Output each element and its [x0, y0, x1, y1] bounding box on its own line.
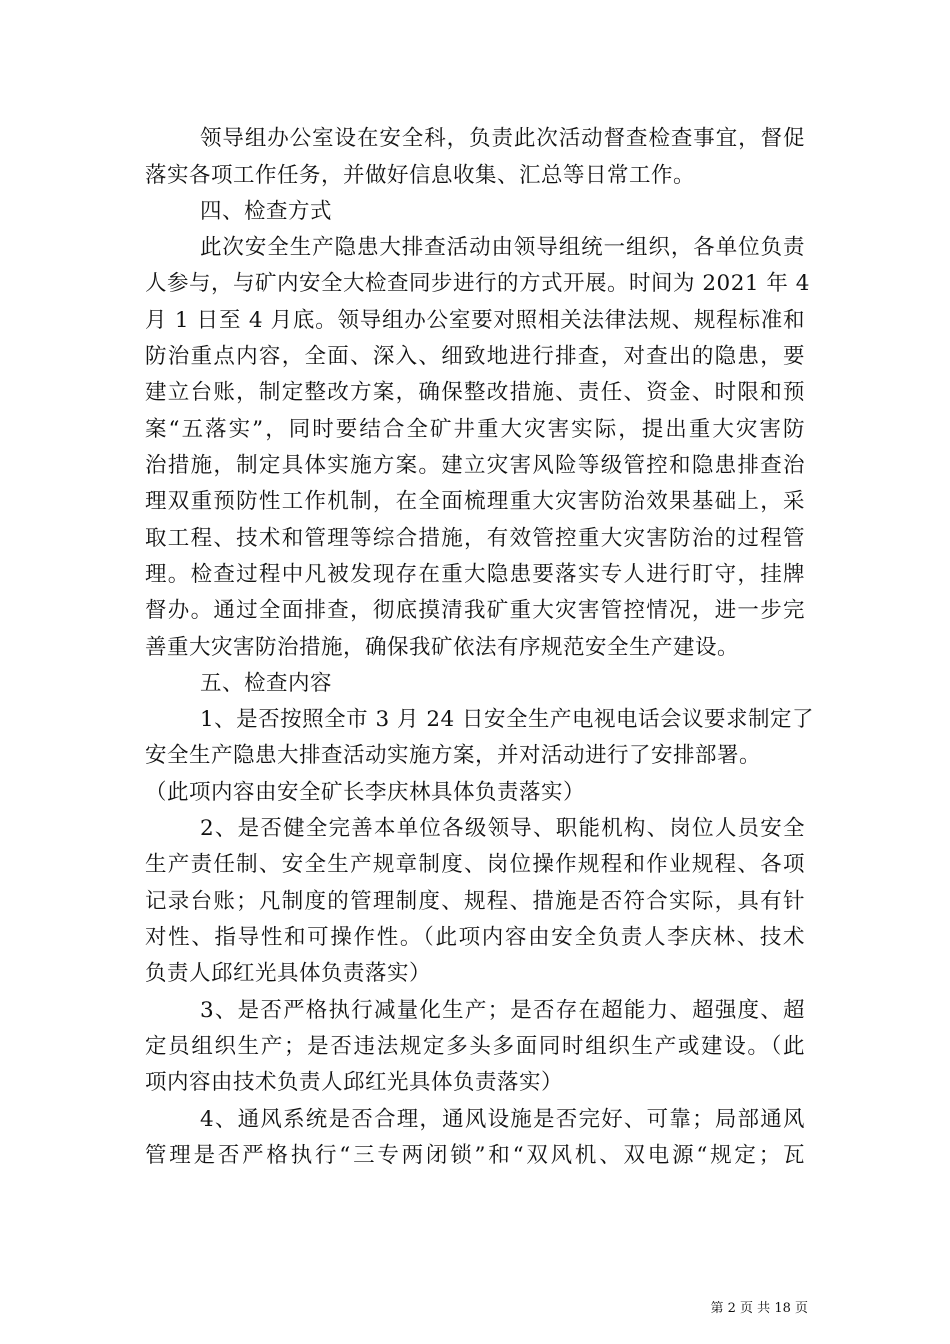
paragraph-line: 月 1 日至 4 月底。领导组办公室要对照相关法律法规、规程标准和	[145, 308, 805, 333]
paragraph-line: 理。检查过程中凡被发现存在重大隐患要落实专人进行盯守，挂牌	[145, 562, 805, 587]
paragraph-line: 1、是否按照全市 3 月 24 日安全生产电视电话会议要求制定了	[200, 707, 815, 732]
paragraph-line: 领导组办公室设在安全科，负责此次活动督查检查事宜，督促	[200, 126, 805, 151]
paragraph-line: 2、是否健全完善本单位各级领导、职能机构、岗位人员安全	[200, 816, 805, 841]
section-heading: 四、检查方式	[200, 199, 333, 224]
paragraph-line: 取工程、技术和管理等综合措施，有效管控重大灾害防治的过程管	[145, 526, 805, 551]
paragraph-line: 管理是否严格执行“三专两闭锁”和“双风机、双电源“规定；瓦	[145, 1143, 805, 1168]
paragraph-line: 对性、指导性和可操作性。（此项内容由安全负责人李庆林、技术	[145, 925, 805, 950]
paragraph-line: 安全生产隐患大排查活动实施方案，并对活动进行了安排部署。	[145, 743, 762, 768]
paragraph-line: 理双重预防性工作机制，在全面梳理重大灾害防治效果基础上，采	[145, 489, 805, 514]
paragraph-line: 治措施，制定具体实施方案。建立灾害风险等级管控和隐患排查治	[145, 453, 805, 478]
paragraph-line: 人参与，与矿内安全大检查同步进行的方式开展。时间为 2021 年 4	[145, 271, 810, 296]
paragraph-line: 负责人邱红光具体负责落实）	[145, 961, 432, 986]
paragraph-line: 4、通风系统是否合理，通风设施是否完好、可靠；局部通风	[200, 1107, 805, 1132]
paragraph-line: 记录台账；凡制度的管理制度、规程、措施是否符合实际，具有针	[145, 889, 805, 914]
paragraph-line: 生产责任制、安全生产规章制度、岗位操作规程和作业规程、各项	[145, 852, 805, 877]
paragraph-line: 建立台账，制定整改方案，确保整改措施、责任、资金、时限和预	[145, 380, 805, 405]
paragraph-line: （此项内容由安全矿长李庆林具体负责落实）	[145, 780, 586, 805]
paragraph-line: 落实各项工作任务，并做好信息收集、汇总等日常工作。	[145, 163, 696, 188]
paragraph-line: 善重大灾害防治措施，确保我矿依法有序规范安全生产建设。	[145, 635, 740, 660]
section-heading: 五、检查内容	[200, 671, 333, 696]
paragraph-line: 3、是否严格执行减量化生产；是否存在超能力、超强度、超	[200, 998, 805, 1023]
paragraph-line: 防治重点内容，全面、深入、细致地进行排查，对查出的隐患，要	[145, 344, 805, 369]
page-number: 第 2 页 共 18 页	[710, 1301, 808, 1316]
paragraph-line: 督办。通过全面排查，彻底摸清我矿重大灾害管控情况，进一步完	[145, 598, 805, 623]
paragraph-line: 案“五落实”，同时要结合全矿井重大灾害实际，提出重大灾害防	[145, 417, 805, 442]
paragraph-line: 定员组织生产；是否违法规定多头多面同时组织生产或建设。（此	[145, 1034, 805, 1059]
paragraph-line: 项内容由技术负责人邱红光具体负责落实）	[145, 1070, 564, 1095]
paragraph-line: 此次安全生产隐患大排查活动由领导组统一组织，各单位负责	[200, 235, 805, 260]
